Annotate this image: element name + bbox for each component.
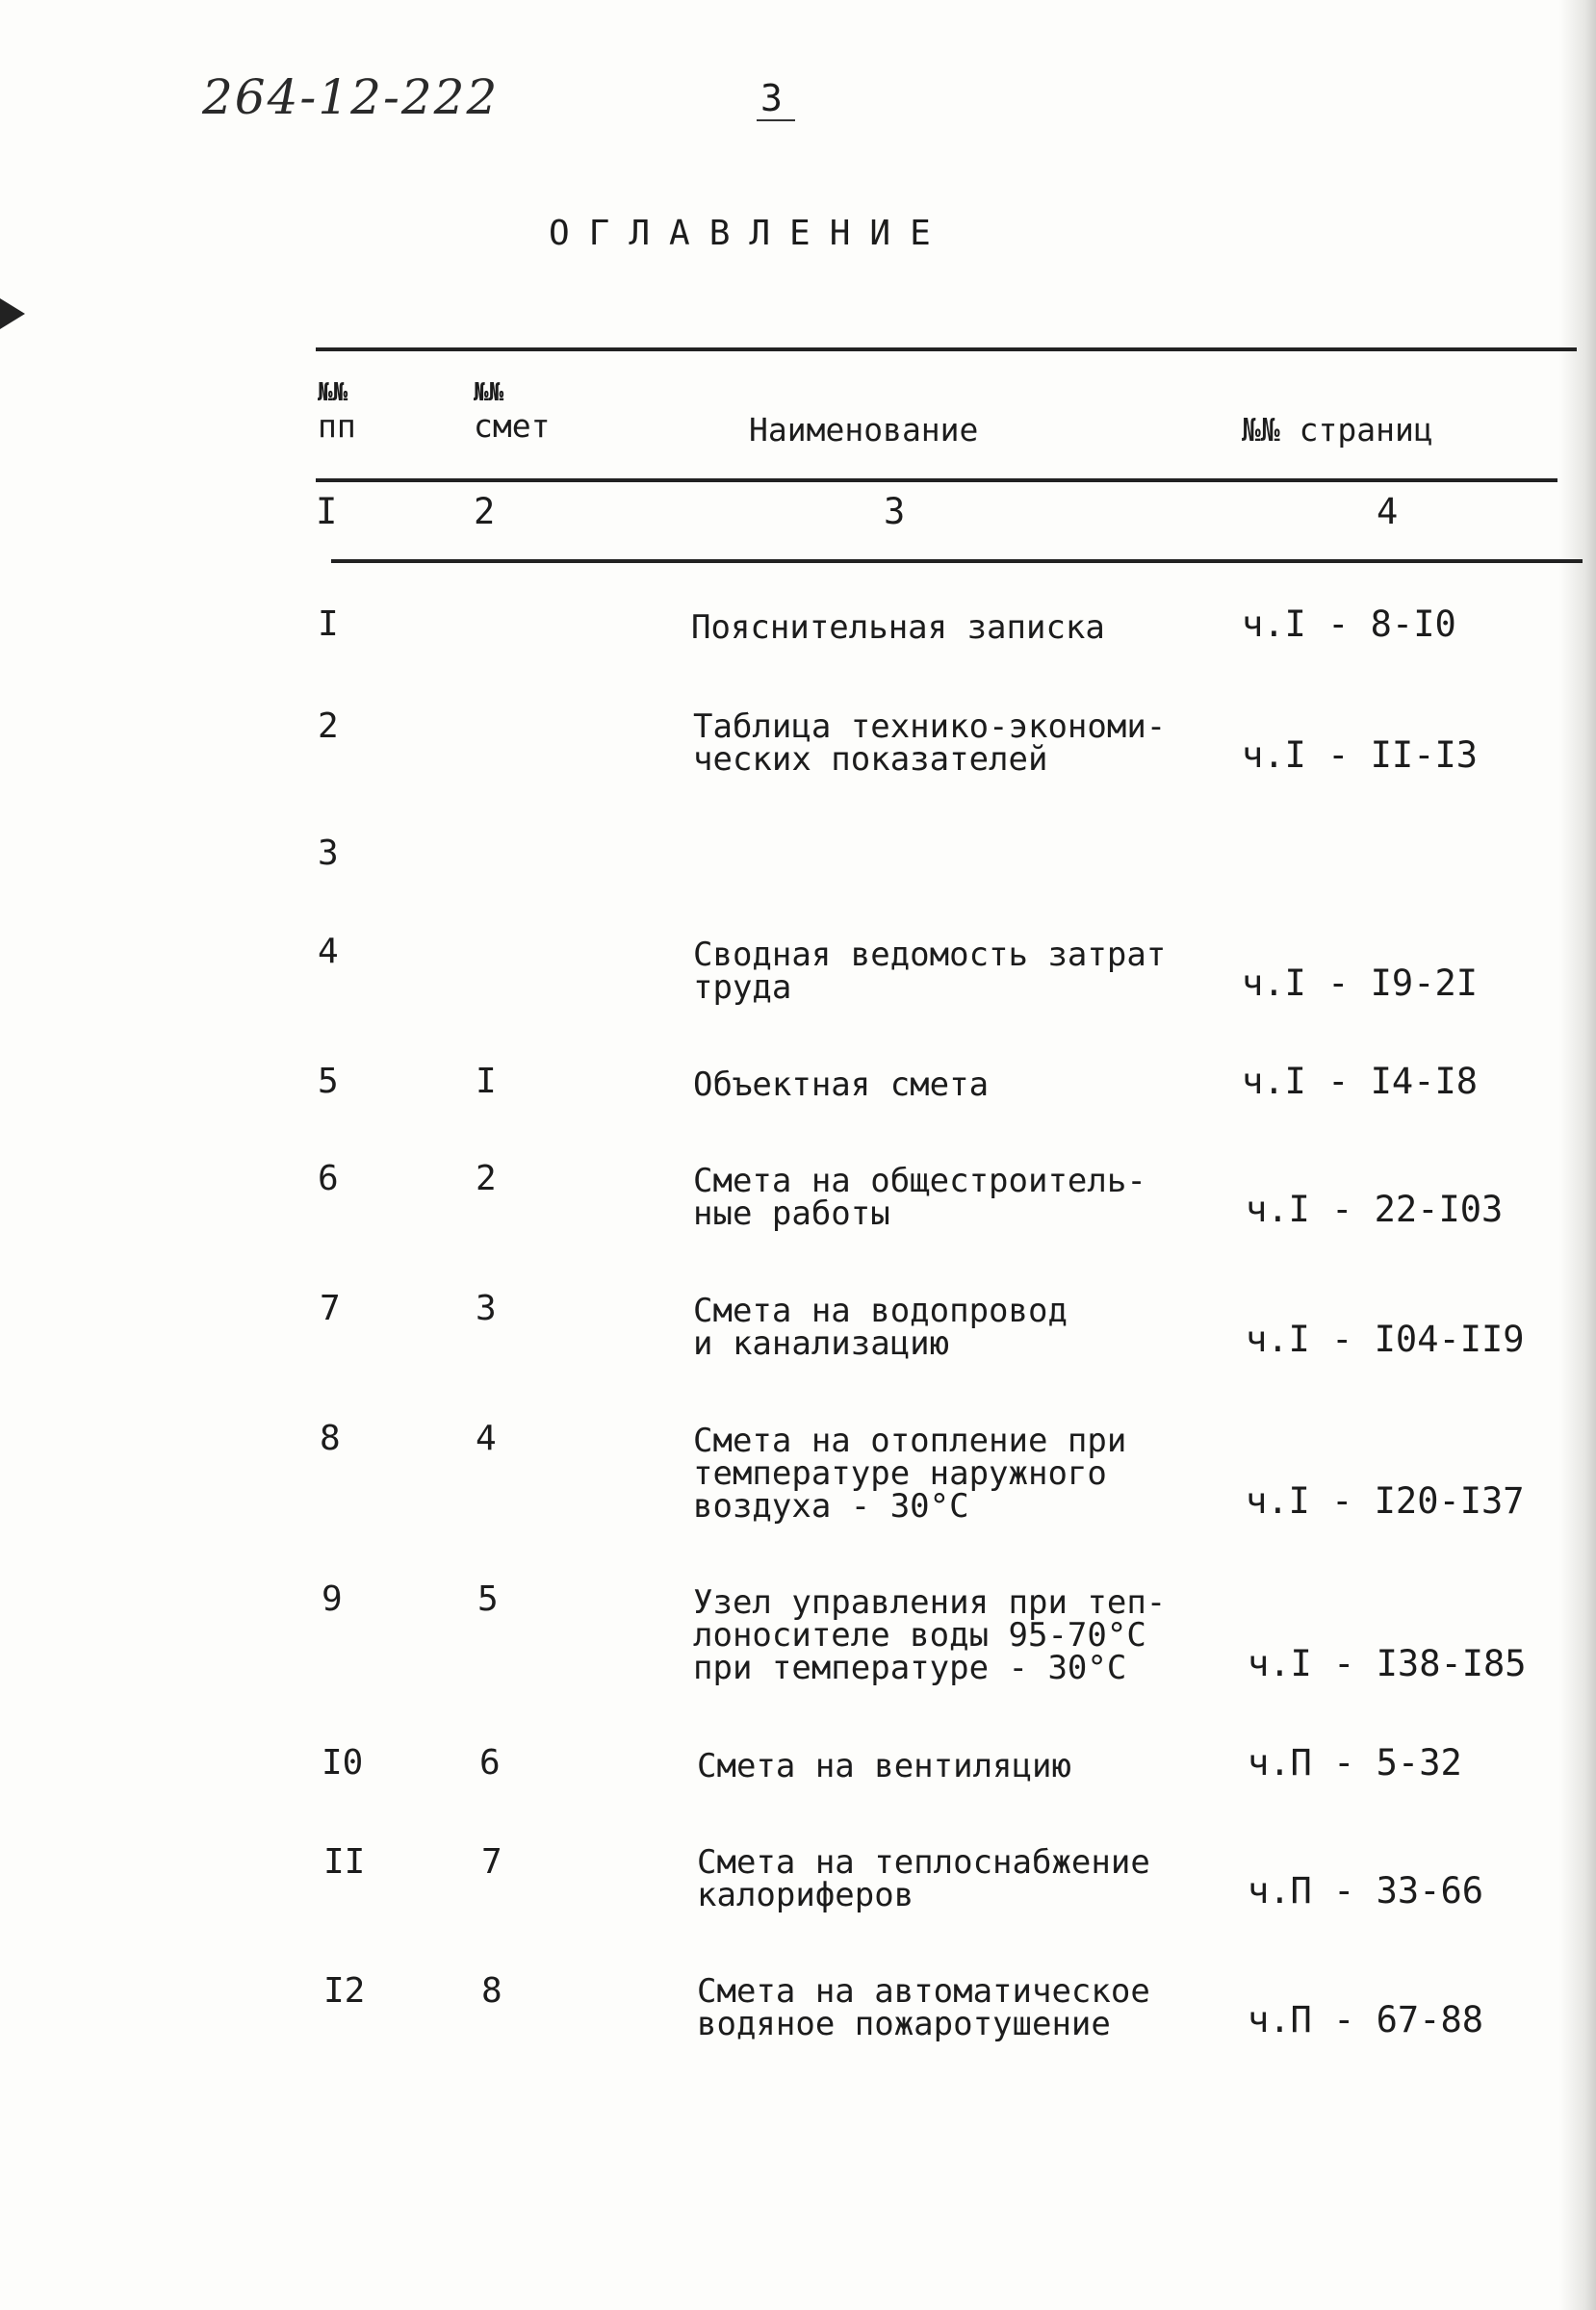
column-number-2: 2 [474,491,496,532]
row-9-name-line-2: лоносителе воды 95-70°С [693,1616,1146,1655]
row-6-name-line-2: ные работы [693,1194,890,1233]
page-edge [1559,0,1596,2310]
column-header-pp-line1: №№ [318,378,348,407]
column-header-smet-line2: смет [474,407,551,445]
page-number: 3 [760,77,783,119]
column-header-pp [318,378,356,446]
column-header-pages: №№ страниц [1242,411,1433,449]
row-12-name-line-2: водяное пожаротушение [697,2005,1111,2043]
column-number-4: 4 [1377,491,1399,532]
row-8-name-line-2: температуре наружного [693,1454,1107,1493]
row-4-pages: ч.I - I9-2I [1242,962,1479,1004]
row-7-smet: 3 [476,1289,497,1328]
row-2-pages: ч.I - II-I3 [1242,734,1479,776]
row-8-name-line-3: воздуха - 30°С [693,1487,969,1526]
column-header-name: Наименование [749,411,979,449]
row-4-pp: 4 [318,932,339,971]
row-12-pp: I2 [323,1971,366,2011]
row-5-pp: 5 [318,1062,339,1101]
page-title: ОГЛАВЛЕНИЕ [549,214,950,253]
row-8-pages: ч.I - I20-I37 [1246,1480,1525,1522]
row-8-name-line-1: Смета на отопление при [693,1422,1127,1460]
row-2-pp: 2 [318,706,339,746]
row-6-smet: 2 [476,1159,497,1198]
row-11-smet: 7 [481,1842,502,1882]
row-10-name-line-1: Смета на вентиляцию [697,1747,1071,1785]
row-7-pp: 7 [320,1289,341,1328]
row-1-pages: ч.I - 8-I0 [1242,603,1456,645]
row-7-name-line-2: и канализацию [693,1324,950,1363]
row-3-pp: 3 [318,834,339,873]
row-11-pp: II [323,1842,366,1882]
page-number-underline [757,119,795,121]
row-8-pp: 8 [320,1419,341,1458]
row-12-pages: ч.П - 67-88 [1248,1999,1484,2040]
header-bottom-rule [316,478,1557,482]
table-top-rule [316,347,1577,351]
document-number: 264-12-222 [202,69,500,125]
column-header-smet [474,378,550,446]
row-6-pp: 6 [318,1159,339,1198]
row-11-pages: ч.П - 33-66 [1248,1870,1484,1912]
row-4-name-line-2: труда [693,968,792,1007]
row-2-name-line-2: ческих показателей [693,740,1048,779]
row-10-pp: I0 [322,1743,364,1783]
row-12-smet: 8 [481,1971,502,2011]
column-numbers-rule [331,559,1583,563]
row-10-smet: 6 [479,1743,501,1783]
row-1-name-line-1: Пояснительная записка [691,608,1105,647]
row-7-pages: ч.I - I04-II9 [1246,1319,1525,1360]
column-number-3: 3 [884,491,906,532]
row-5-smet: I [476,1062,497,1101]
column-header-smet-line1: №№ [474,378,504,407]
row-6-pages: ч.I - 22-I03 [1246,1189,1504,1230]
column-number-1: I [316,491,338,532]
row-11-name-line-2: калориферов [697,1876,914,1914]
row-12-name-line-1: Смета на автоматическое [697,1972,1150,2011]
row-9-name-line-3: при температуре - 30°С [693,1649,1127,1687]
row-9-name-line-1: Узел управления при теп- [693,1583,1167,1622]
column-header-pp-line2: пп [318,407,356,445]
row-6-name-line-1: Смета на общестроитель- [693,1162,1146,1200]
row-5-name-line-1: Объектная смета [693,1065,990,1104]
row-4-name-line-1: Сводная ведомость затрат [693,936,1167,974]
left-margin-arrow-icon [0,298,25,329]
row-9-pp: 9 [322,1579,343,1619]
row-2-name-line-1: Таблица технико-экономи- [693,707,1167,746]
row-9-pages: ч.I - I38-I85 [1248,1643,1527,1684]
row-1-pp: I [318,604,339,644]
row-5-pages: ч.I - I4-I8 [1242,1061,1479,1102]
row-7-name-line-1: Смета на водопровод [693,1292,1068,1330]
row-9-smet: 5 [477,1579,499,1619]
row-8-smet: 4 [476,1419,497,1458]
row-10-pages: ч.П - 5-32 [1248,1742,1462,1784]
row-11-name-line-1: Смета на теплоснабжение [697,1843,1150,1882]
